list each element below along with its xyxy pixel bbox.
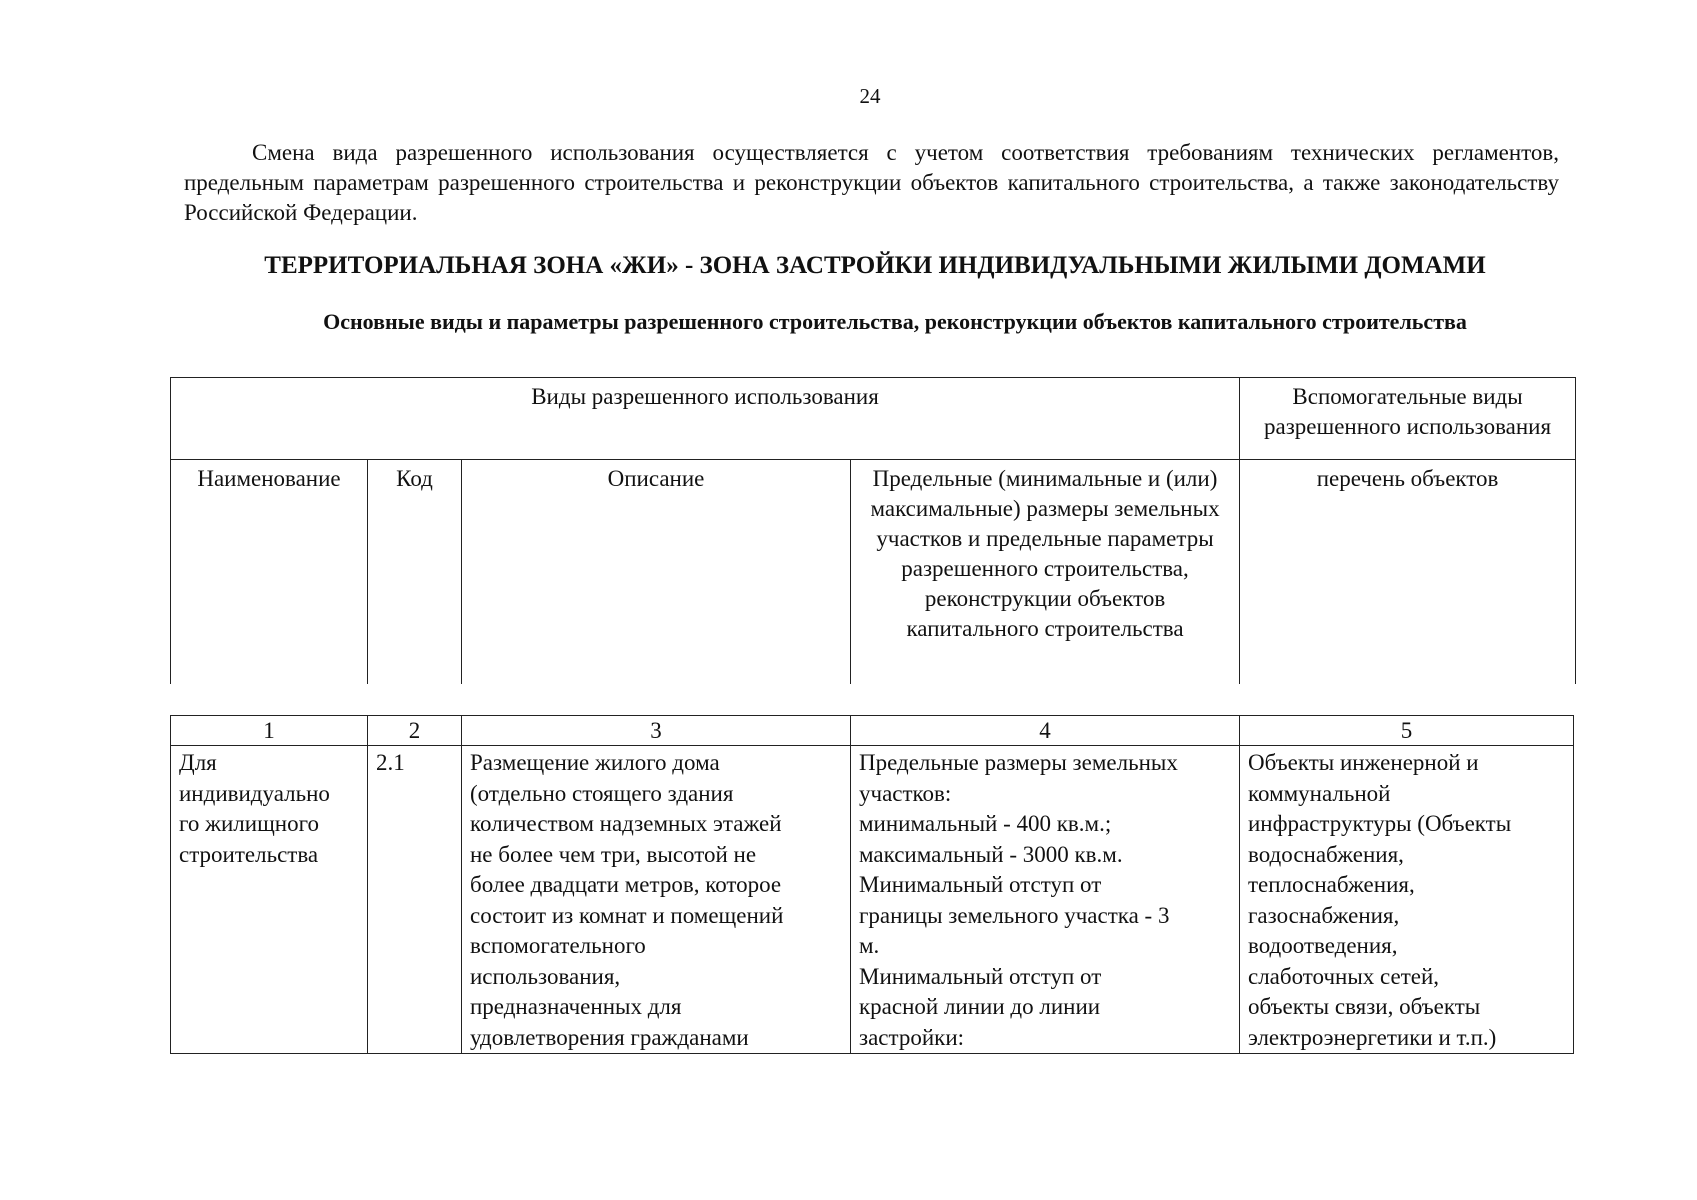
row-code-cell [368,746,462,1054]
header-main-group: Виды разрешенного использования [171,378,1240,460]
row-limits: Предельные размеры земельных участков: минимальный - 400 кв.м.; максимальный - 3000 кв.м. Минимальный отступ от границы земельного участка - 3 м. Минимальный отступ от красной линии до линии застройки: [859,750,1178,1050]
row-limits-cell [851,746,1240,1054]
column-number-row [171,716,1574,746]
row-description-cell [462,746,851,1054]
row-objects: Объекты инженерной и коммунальной инфраструктуры (Объекты водоснабжения, теплоснабжения, газоснабжения, водоотведения, слаботочных сетей, объекты связи, объекты электроэнергетики и т.п.) [1248,750,1512,1050]
header-aux-group: Вспомогательные виды разрешенного использования [1240,378,1576,460]
data-table [170,715,1574,1054]
column-number: 4 [851,716,1240,746]
page-number: 24 [859,84,881,108]
column-number: 2 [368,716,462,746]
header-group-row [171,378,1576,460]
row-objects-cell [1240,746,1574,1054]
intro-paragraph: Смена вида разрешенного использования осуществляется с учетом соответствия требованиям технических регламентов, предельным параметрам разрешенного строительства и реконструкции объектов капитального строительства, а также законодательству Российской Федерации. [184,140,1559,225]
row-code: 2.1 [376,750,405,775]
zone-title: ТЕРРИТОРИАЛЬНАЯ ЗОНА «ЖИ» - ЗОНА ЗАСТРОЙКИ ИНДИВИДУАЛЬНЫМИ ЖИЛЫМИ ДОМАМИ [264,252,1486,279]
column-number: 1 [171,716,368,746]
section-title: Основные виды и параметры разрешенного строительства, реконструкции объектов капитального строительства [323,309,1467,334]
header-columns-row [171,460,1576,684]
header-col-code: Код [368,460,462,684]
header-col-limits: Предельные (минимальные и (или) максимальные) размеры земельных участков и предельные параметры разрешенного строительства, реконструкции объектов капитального строительства [851,460,1240,684]
row-description: Размещение жилого дома (отдельно стоящего здания количеством надземных этажей не более чем три, высотой не более двадцати метров, которое состоит из комнат и помещений вспомогательного использования, предназначенных для удовлетворения гражданами [470,750,784,1050]
row-name: Для индивидуально го жилищного строительства [179,750,330,867]
header-col-name: Наименование [171,460,368,684]
header-col-objects: перечень объектов [1240,460,1576,684]
column-number: 5 [1240,716,1574,746]
table-row [171,746,1574,1054]
header-col-description: Описание [462,460,851,684]
header-table [170,377,1576,684]
row-name-cell [171,746,368,1054]
column-number: 3 [462,716,851,746]
